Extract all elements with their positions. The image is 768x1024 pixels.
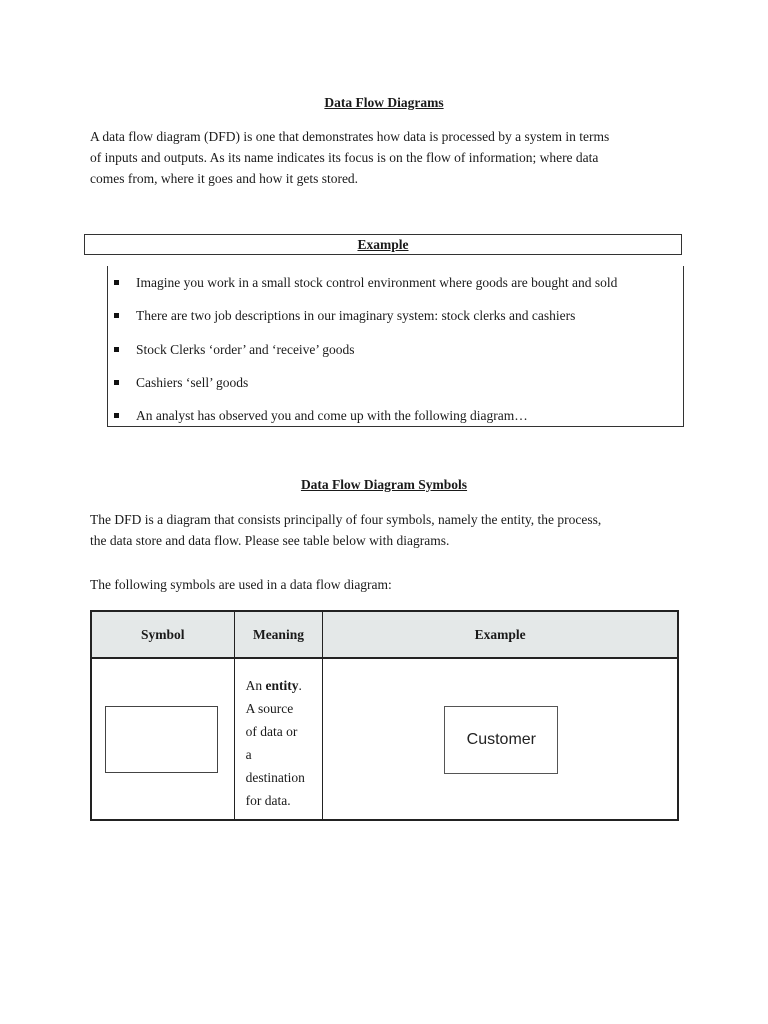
meaning-line: destination	[245, 770, 305, 785]
table-row	[91, 658, 678, 820]
header-example: Example	[323, 611, 678, 658]
meaning-line: of data or	[245, 724, 298, 739]
page-title: Data Flow Diagrams	[324, 95, 444, 110]
symbols-line-1: The DFD is a diagram that consists principally of four symbols, namely the entity, the process,	[90, 512, 602, 527]
customer-entity-box: Customer	[444, 706, 558, 774]
meaning-line: for data.	[245, 793, 291, 808]
meaning-suffix: .	[298, 678, 302, 693]
intro-line-1: A data flow diagram (DFD) is one that demonstrates how data is processed by a system in terms	[90, 129, 610, 144]
meaning-line: A source	[245, 701, 294, 716]
example-bullet-list	[107, 266, 684, 427]
header-meaning: Meaning	[234, 611, 323, 658]
entity-symbol-rectangle	[105, 706, 218, 773]
intro-line-3: comes from, where it goes and how it gets stored.	[90, 171, 359, 186]
bullet-square-icon	[114, 347, 119, 352]
intro-line-2: of inputs and outputs. As its name indicates its focus is on the flow of information; where data	[90, 150, 599, 165]
intro-paragraph	[90, 126, 690, 189]
example-cell	[323, 658, 678, 820]
bullet-text: There are two job descriptions in our imaginary system: stock clerks and cashiers	[136, 308, 576, 323]
bullet-square-icon	[114, 280, 119, 285]
meaning-term: entity	[265, 678, 299, 693]
example-heading: Example	[84, 234, 682, 255]
bullet-square-icon	[114, 413, 119, 418]
symbols-paragraph	[90, 509, 690, 551]
header-symbol: Symbol	[91, 611, 234, 658]
meaning-text	[236, 660, 322, 812]
bullet-text: Cashiers ‘sell’ goods	[136, 375, 249, 390]
bullet-square-icon	[114, 380, 119, 385]
meaning-line: a	[245, 747, 252, 762]
section-heading: Data Flow Diagram Symbols	[300, 477, 468, 492]
symbols-lead-text: The following symbols are used in a data flow diagram:	[90, 577, 392, 592]
meaning-cell	[234, 658, 323, 820]
bullet-text: An analyst has observed you and come up with the following diagram…	[136, 408, 528, 423]
bullet-square-icon	[114, 313, 119, 318]
meaning-prefix: An	[245, 678, 266, 693]
symbols-line-2: the data store and data flow. Please see table below with diagrams.	[90, 533, 450, 548]
symbol-cell	[91, 658, 234, 820]
bullet-text: Stock Clerks ‘order’ and ‘receive’ goods	[136, 342, 355, 357]
symbols-table	[90, 610, 679, 821]
bullet-text: Imagine you work in a small stock control environment where goods are bought and sold	[136, 275, 618, 290]
